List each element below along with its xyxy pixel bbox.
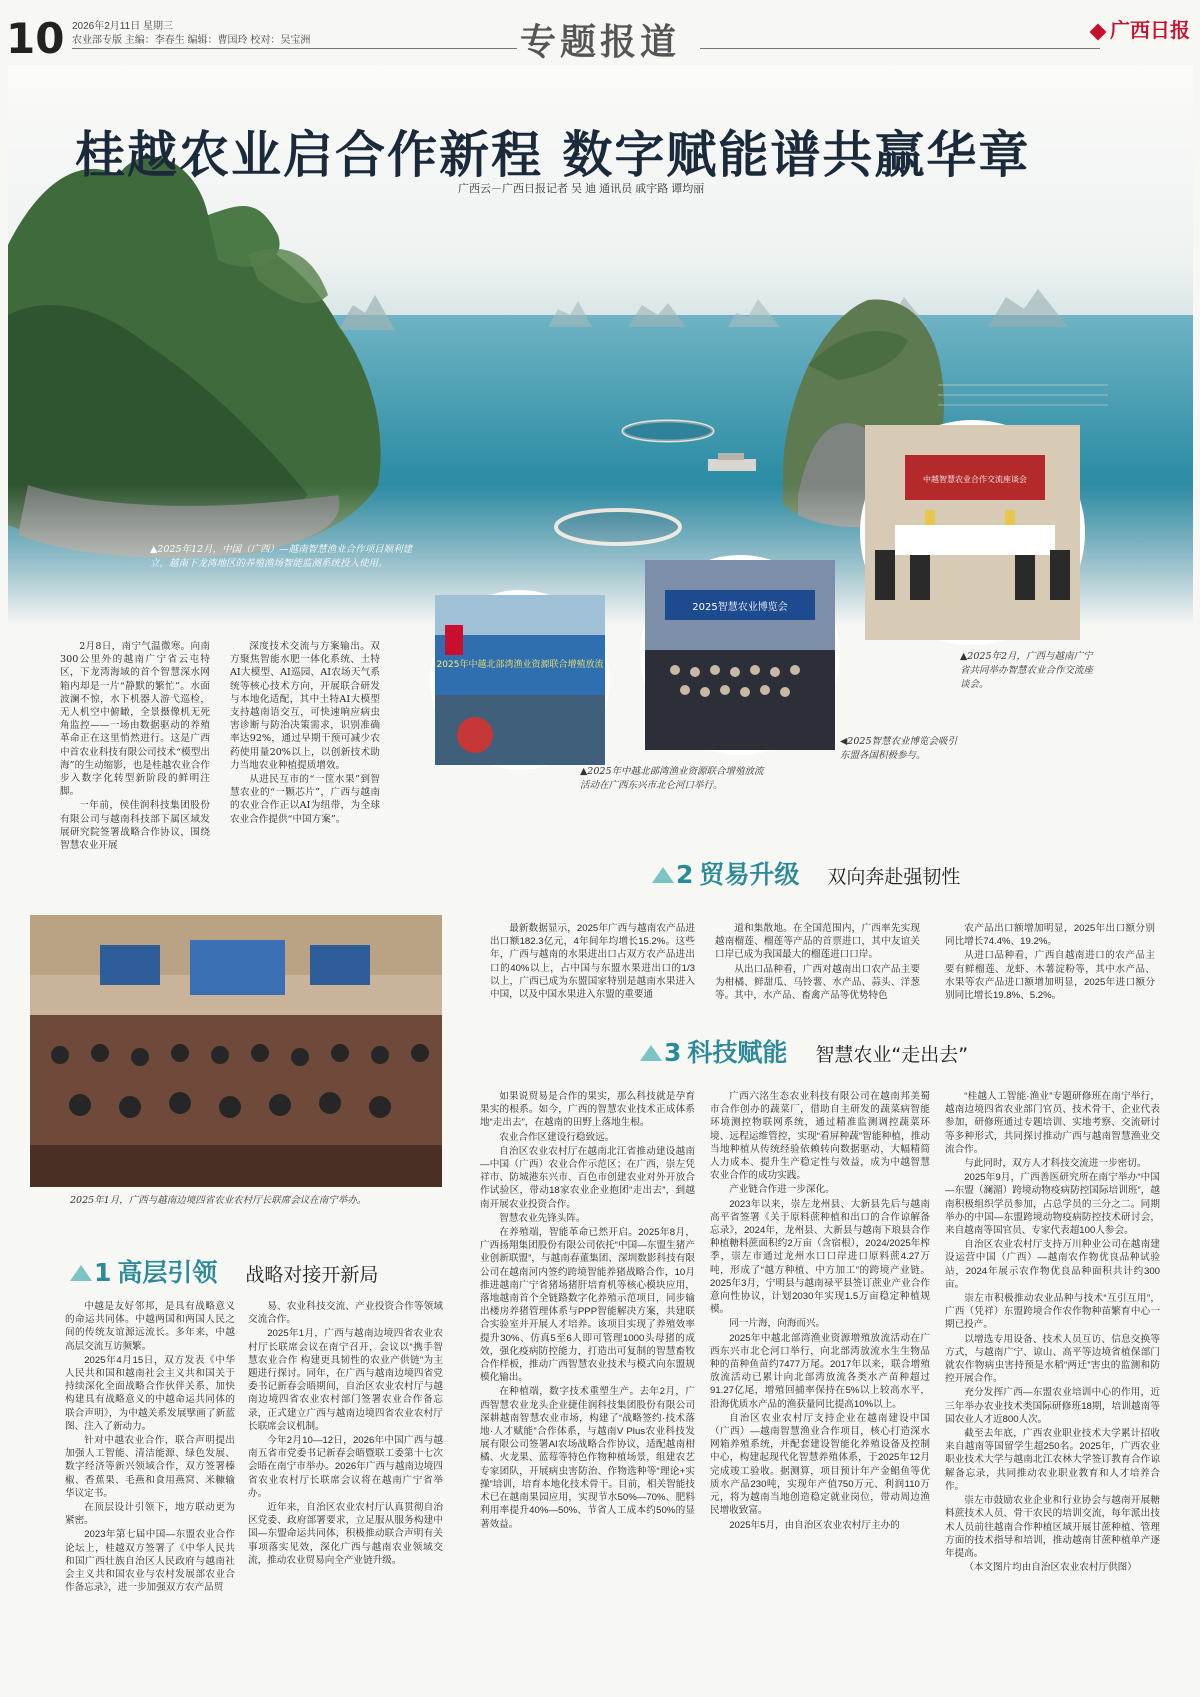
triangle-icon [70, 1265, 92, 1281]
paragraph: 智慧农业先锋头阵。 [499, 1212, 586, 1224]
paragraph: 崇左市鼓励农业企业和行业协会与越南开展糖料蔗技术人员、骨干农民的培训交流，每年派出技术人员前往越南合作种植区域开展甘蔗种植、管理方面的技术指导和培训，推动越南甘蔗种植单产逐年提高。 [945, 1495, 1160, 1559]
paragraph: 充分发挥广西—东盟农业培训中心的作用，近三年举办农业技术类国际研修班18期，培训越南等国农业人才近800人次。 [945, 1387, 1160, 1425]
paragraph: 同一片海，向海而兴。 [729, 1318, 826, 1330]
byline: 广西云－广西日报记者 吴 迪 通讯员 戚宇路 谭均丽 [458, 183, 705, 195]
paragraph: 2025年1月，广西与越南边境四省农业农村厅长联席会议在南宁召开，会议以“携手智慧农业合作 构建更具韧性的农业产供链”为主题进行探讨。同年，在广西与越南边境四省党委书记新春会晤期间，自治区农业农村厅与越南边境四省农业农村部门签署农业合作备忘录，正式建立广西与越南边境四省农业农村厅长联席会议机制。 [248, 1328, 443, 1432]
photo-release-event [430, 590, 610, 770]
paragraph: “桂越人工智能·渔业”专题研修班在南宁举行，越南边境四省农业部门官员、技术骨干、企业代表参加，研修班通过专题培训、实地考察、交流研讨等多种形式，共同探讨推动广西与越南智慧渔业交流合作。 [945, 1091, 1160, 1155]
newspaper-name: 广西日报 [1110, 18, 1190, 42]
paragraph: 从进口品种看，广西自越南进口的农产品主要有鲜榴莲、龙虾、木薯淀粉等，其中水产品、水果等农产品进口额增加明显，2025年进口额分别同比增长19.8%、5.2%。 [945, 950, 1155, 1002]
release-event-banner: 2025年中越北部湾渔业资源联合增殖放流 [436, 660, 604, 670]
paragraph: 2月8日，南宁气温微寒。向南300公里外的越南广宁省云屯特区，下龙湾海域的首个智慧深水网箱内却是一片“静默的繁忙”。水面波澜不惊，水下机器人游弋巡检，无人机空中俯瞰，全景摄像机无死角监控——一场由数据驱动的养殖革命正在这里悄然进行。这是广西中首农业科技有限公司技术“模型出海”的生动缩影，也是桂越农业合作步入数字化转型新阶段的鲜明注脚。 [60, 641, 210, 798]
triangle-icon [640, 1045, 662, 1061]
photo-symposium [860, 420, 1085, 645]
section-title: 高层引领 [117, 1258, 218, 1287]
staff-line: 农业部专版 主编：李春生 编辑：曹国玲 校对：吴宝洲 [72, 35, 311, 46]
paragraph: 在顶层设计引领下，地方联动更为紧密。 [65, 1502, 235, 1527]
caption-symposium: ▲2025年2月，广西与越南广宁省共同举办智慧农业合作交流座谈会。 [960, 651, 1094, 690]
section-title: 科技赋能 [687, 1038, 788, 1067]
paragraph: 2025年中越北部湾渔业资源增殖放流活动在广西东兴市北仑河口举行，向北部湾放流水生生物品种的苗种鱼苗约7477万尾。2017年以来，联合增殖放流活动已累计向北部湾放流各类水产苗种超过91.27亿尾，增殖回捕率保持在5%以上较高水平，沿海优质水产品的渔获量同比提高10%以上。 [710, 1332, 930, 1410]
section-heading-tech [640, 1033, 968, 1069]
paragraph: 产业链合作进一步深化。 [729, 1184, 835, 1196]
headline: 桂越农业启合作新程 数字赋能谱共赢华章 [75, 126, 1031, 184]
paragraph: 近年来，自治区农业农村厅认真贯彻自治区党委、政府部署要求，立足服从服务构建中国—东盟命运共同体，积极推动联合声明有关事项落实见效，深化广西与越南农业领域交流，推动农业贸易向全产业链升级。 [248, 1502, 443, 1566]
paragraph: 从出口品种看，广西对越南出口农产品主要为柑橘、鲜甜瓜、马铃薯、水产品、蒜头、洋葱等。其中，水产品、畜禽产品等优势特色 [715, 963, 920, 1002]
meeting-hall-image [30, 915, 442, 1187]
newspaper-logo [1092, 14, 1190, 43]
masthead [0, 0, 1200, 62]
symposium-banner: 中越智慧农业合作交流座谈会 [923, 475, 1027, 484]
paragraph: 最新数据显示，2025年广西与越南农产品进出口额182.3亿元，4年间年均增长15.2%。这些年，广西与越南的水果进出口占双方农产品进出口的40%以上，占中国与东盟水果进出口的1/3以上，广西已成为东盟国家特别是越南水果进入中国，以及中国水果进入东盟的重要通 [490, 923, 695, 1001]
section-number: 3 [664, 1038, 682, 1067]
trade-column-2 [715, 922, 920, 1002]
section-heading-high [70, 1253, 378, 1289]
paragraph: 深度技术交流与方案输出。双方聚焦智能水肥一体化系统、土特AI大模型、AI巡园、AI农场天气系统等核心技术方向，开展联合研发与本地化适配，其中土特AI大模型支持越南语交互，可快速响应病虫害诊断与防治决策需求，识别准确率达92%，通过早期干预可减少农药使用量20%以上，以创新技术助力当地农业种植提质增效。 [230, 641, 380, 771]
header-rule-left [72, 48, 517, 49]
symposium-image [865, 425, 1080, 640]
section-subtitle: 双向奔赴强韧性 [827, 866, 961, 888]
paragraph: 易、农业科技交流、产业投资合作等领域交流合作。 [248, 1301, 443, 1326]
paragraph: 如果说贸易是合作的果实，那么科技就是孕育果实的根系。如今，广西的智慧农业技术正成体系地“走出去”，在越南的田野上落地生根。 [480, 1091, 695, 1129]
intro-column-2 [230, 640, 380, 830]
header-rule-right [700, 48, 1100, 49]
paragraph: 2023年以来，崇左龙州县、大新县先后与越南高平省签署《关于原料蔗种植和出口的合作谅解备忘录》，2024年，龙州县、大新县与越南下琅县合作种植糖料蔗面积约2万亩（含宿根），2024/2025年榨季，崇左市通过龙州水口口岸进口原料蔗4.27万吨，形成了“越方种植、中方加工”的跨境产业链。2025年3月，宁明县与越南禄平县签订蔗业产业合作意向性协议，计划2030年实现1.5万亩稳定种植规模。 [710, 1198, 930, 1316]
high-column-1 [65, 1300, 235, 1685]
release-event-image [435, 595, 605, 765]
section-number: 2 [676, 860, 694, 889]
page-number: 10 [6, 14, 65, 63]
paragraph: 在养殖端，智能革命已然开启。2025年8月，广西扬翔集团股份有限公司依托“中国—东盟生猪产业创新联盟”，与越南春董集团、深圳数影科技有限公司在越南河内签约跨境智能养猪战略合作，10月推进越南广宁省猪场猪肝培育机等核心模块应用，落地越南首个全链路数字化养殖示范项目，同步输出楼房养猪管理体系与PPP智能解决方案，共建联合实验室并开展人才培养。该项目实现了养殖效率提升30%、仿真5至6人即可管理1000头母猪的成效，强化疫病防控能力，打造出可复制的智慧畜牧合作样板，推动广西智慧农业技术与模式向东盟规模化输出。 [480, 1227, 695, 1384]
section-subtitle: 战略对接开新局 [245, 1264, 379, 1286]
photo-credit: （本文图片均由自治区农业农村厅供图） [964, 1562, 1137, 1574]
paragraph: 截至去年底，广西农业职业技术大学累计招收来自越南等国留学生超250名。2025年，广西农业职业技术大学与越南北江农林大学签订教育合作谅解备忘录，共同推动农业职业教育和人才培养合作。 [945, 1428, 1160, 1492]
paragraph: 针对中越农业合作，联合声明提出加强人工智能、清洁能源、绿色发展、数字经济等新兴领域合作，双方签署榛椒、香蕉果、毛燕和食用燕窝、米糠输华议定书。 [65, 1435, 235, 1499]
triangle-icon [652, 867, 674, 883]
paragraph: 一年前，侯佳润科技集团股份有限公司与越南科技部下属区域发展研究院签署战略合作协议，围绕智慧农业开展 [60, 800, 210, 852]
photo-expo-hall [640, 555, 840, 755]
section-subtitle: 智慧农业“走出去” [815, 1044, 969, 1066]
trade-column-3 [945, 922, 1155, 1002]
date-line: 2026年2月11日 星期三 [72, 21, 173, 32]
expo-hall-image [645, 560, 835, 750]
caption-release: ▲2025年中越北部湾渔业资源联合增殖放流活动在广西东兴市北仑河口举行。 [580, 766, 764, 791]
section-name: 专题报道 [520, 21, 681, 63]
photo-meeting [30, 915, 442, 1187]
paragraph: 与此同时，双方人才科技交流进一步密切。 [964, 1158, 1147, 1170]
trade-column-1 [490, 922, 695, 1002]
tech-column-1 [480, 1090, 695, 1685]
paragraph: 以增选专用设备、技术人员互访、信息交换等方式，与越南广宁、谅山、高平等边境省植保部门就农作物病虫害持预是水稻“两迁”害虫的监测和防控开展合作。 [945, 1333, 1160, 1385]
section-title: 贸易升级 [699, 860, 800, 889]
high-column-2 [248, 1300, 443, 1685]
tech-column-2 [710, 1090, 930, 1685]
paragraph: 广西六洺生态农业科技有限公司在越南邦美蜀市合作创办的蔬菜厂，借助自主研发的蔬菜病智能环境测控物联网系统，通过精准监测调控蔬菜环境、远程运维管控，实现“看屏种蔬”智能种植，推动当地种植从传统经验依赖转向数据驱动，大幅精简人力成本、提升生产稳定性与效益，成为中越智慧农业合作的成功实践。 [710, 1091, 930, 1182]
intro-column-1 [60, 640, 210, 852]
paragraph: 从进民互市的“一筐水果”到智慧农业的“一颗芯片”，广西与越南的农业合作正以AI为纽带，为全球农业合作提供“中国方案”。 [230, 774, 380, 825]
paragraph: 2025年5月，由自治区农业农村厅主办的 [729, 1519, 900, 1531]
tech-column-3 [945, 1090, 1160, 1685]
caption-meeting: 2025年1月，广西与越南边境四省农业农村厅长联席会议在南宁举办。 [70, 1195, 367, 1206]
paragraph: 农产品出口额增加明显，2025年出口额分别同比增长74.4%、19.2%。 [945, 923, 1155, 948]
caption-hero: ▲2025年12月，中国（广西）—越南智慧渔业合作项目顺利建立，越南下龙湾地区的养殖渔场智能监测系统投入使用。 [150, 544, 413, 569]
paragraph: 自治区农业农村厅在越南北江省推动建设越南—中国（广西）农业合作示范区；在广西，崇左凭祥市、防城港东兴市、百色市创建农业对外开放合作试验区，带动18家农业企业抱团“走出去”，到越南开展农业投资合作。 [480, 1145, 695, 1210]
expo-banner: 2025智慧农业博览会 [692, 602, 788, 613]
paragraph: 2025年9月，广西善医研究所在南宁举办“中国—东盟（澜湄）跨境动物疫病防控国际培训班”，越南积极组织学员参加，占总学员的三分之二。同期举办的中国—东盟跨境动物疫病防控技术研讨会，来自越南等国官员、专家代表超100人参会。 [945, 1172, 1160, 1237]
paragraph: 今年2月10—12日，2026年中国广西与越南五省市党委书记新春会晤暨联工委第十七次会晤在南宁市举办。2026年广西与越南边境四省农业农村厅长联席会议将在越南广宁省举办。 [248, 1435, 443, 1499]
paragraph: 中越是友好邻邦，是具有战略意义的命运共同体。中越两国和两国人民之间的传统友谊源远流长。多年来，中越高层交流互访频繁。 [65, 1301, 235, 1352]
section-heading-trade [652, 855, 960, 891]
paragraph: 崇左市积极推动农业品种与技术“互引互用”，广西（凭祥）东盟跨境合作农作物种苗繁育中心一期已投产。 [945, 1293, 1160, 1331]
paragraph: 自治区农业农村厅支持企业在越南建设中国（广西）—越南智慧渔业合作项目，核心打造深水网箱养殖系统，并配套建设智能化养殖设备及控制中心，构建起现代化智慧养殖体系，于2025年12月完成竣工验收。据测算，项目预计年产金鲳鱼等优质水产品230吨，实现年产值750万元、利润110万元，将为越南当地创造稳定就业岗位，带动周边渔民增收致富。 [710, 1412, 930, 1517]
section-number: 1 [94, 1258, 112, 1287]
paragraph: 2023年第七届中国—东盟农业合作论坛上，桂越双方签署了《中华人民共和国广西壮族自治区人民政府与越南社会主义共和国农业与农村发展部农业合作备忘录》，进一步加强双方农产品贸 [65, 1529, 235, 1594]
paragraph: 2025年4月15日，双方发表《中华人民共和国和越南社会主义共和国关于持续深化全面战略合作伙伴关系、加快构建具有战略意义的中越命运共同体的联合声明》，为中越关系发展擘画了新蓝图、注入了新动力。 [65, 1354, 235, 1432]
logo-mark-icon [1090, 23, 1107, 40]
paragraph: 自治区农业农村厅支持万川种业公司在越南建设运营中国（广西）—越南农作物优良品种试验站，2024年展示农作物优良品种面积共计约300亩。 [945, 1239, 1160, 1290]
paragraph: 在种植端，数字技术重塑生产。去年2月，广西智慧农业龙头企业捷佳润科技集团股份有限公司深耕越南智慧农业市场，构建了“战略签约·技术落地·人才赋能”合作体系，与越南V Plus农业科技发展有限公司签署AI农场战略合作协议，适配越南柑橘、火龙果、蓝莓等特色作物种植场景，组建农艺专家团队，开展病虫害防治、作物选种等“理论+实操”培训，培育本地化技术骨干。目前，相关智能技术已在越南果园应用，实现节水50%—70%、肥料利用率提升40%—50%、节省人工成本约50%的显著效益。 [480, 1386, 695, 1530]
caption-expo: ◀2025智慧农业博览会吸引东盟各国积极参与。 [840, 736, 957, 761]
paragraph: 农业合作区建设行稳致远。 [499, 1131, 615, 1143]
paragraph: 道和集散地。在全国范围内，广西率先实现越南榴莲、榴莲等产品的首票进口，其中友谊关口岸已成为我国最大的榴莲进口口岸。 [715, 923, 920, 961]
